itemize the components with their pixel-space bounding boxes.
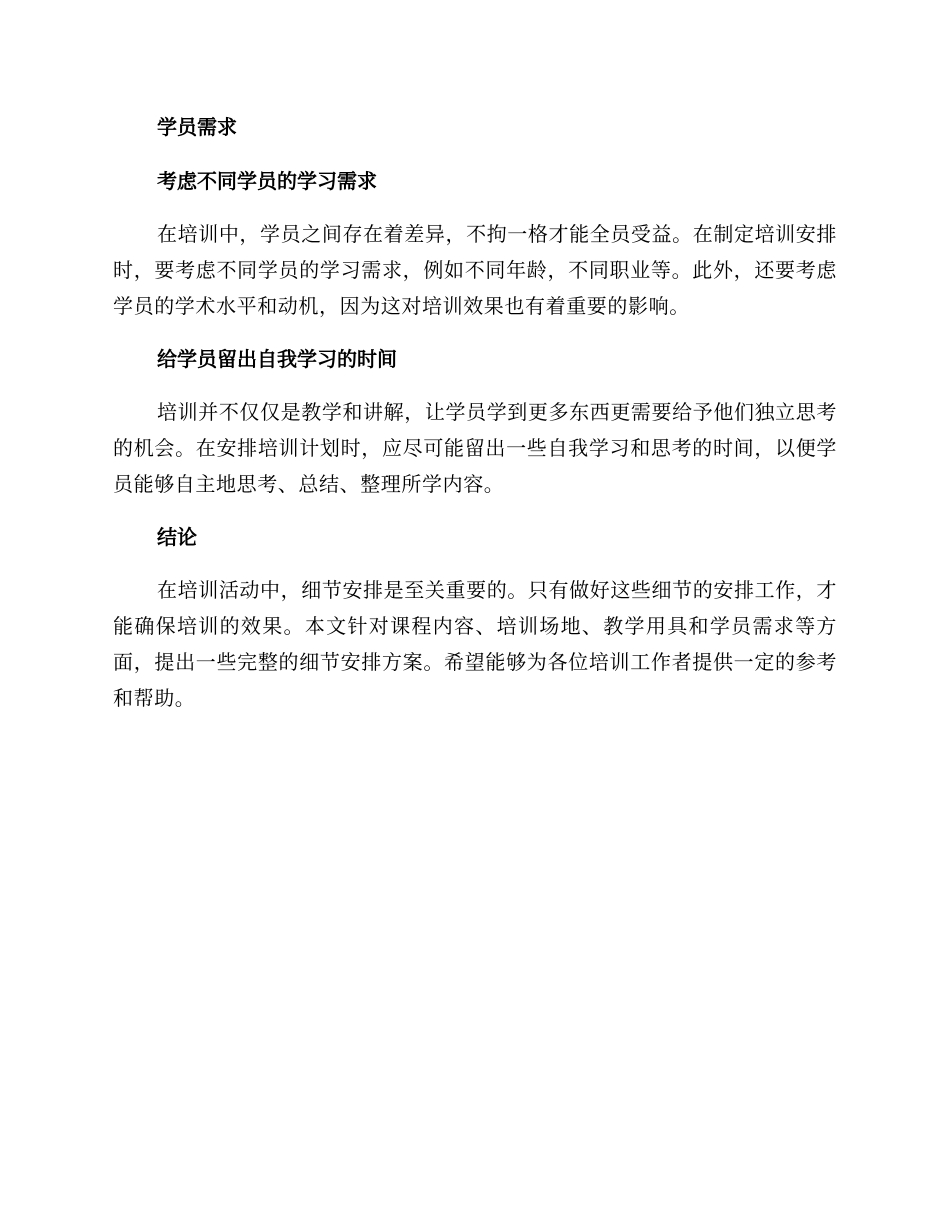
section-heading-conclusion: 结论 <box>157 525 197 549</box>
paragraph-different-needs: 在培训中，学员之间存在着差异，不拘一格才能全员受益。在制定培训安排时，要考虑不同学员的学习需求，例如不同年龄，不同职业等。此外，还要考虑学员的学术水平和动机，因为这对培训效果也有着重要的影响。 <box>113 222 837 318</box>
subsection-heading-different-needs: 考虑不同学员的学习需求 <box>157 169 377 193</box>
paragraph-self-study-time: 培训并不仅仅是教学和讲解，让学员学到更多东西更需要给予他们独立思考的机会。在安排培训计划时，应尽可能留出一些自我学习和思考的时间，以便学员能够自主地思考、总结、整理所学内容。 <box>113 400 837 496</box>
document-body <box>113 108 837 732</box>
subsection-heading-self-study-time: 给学员留出自我学习的时间 <box>157 347 397 371</box>
paragraph-conclusion: 在培训活动中，细节安排是至关重要的。只有做好这些细节的安排工作，才能确保培训的效果。本文针对课程内容、培训场地、教学用具和学员需求等方面，提出一些完整的细节安排方案。希望能够为各位培训工作者提供一定的参考和帮助。 <box>113 578 837 710</box>
section-heading-student-needs: 学员需求 <box>157 115 237 139</box>
